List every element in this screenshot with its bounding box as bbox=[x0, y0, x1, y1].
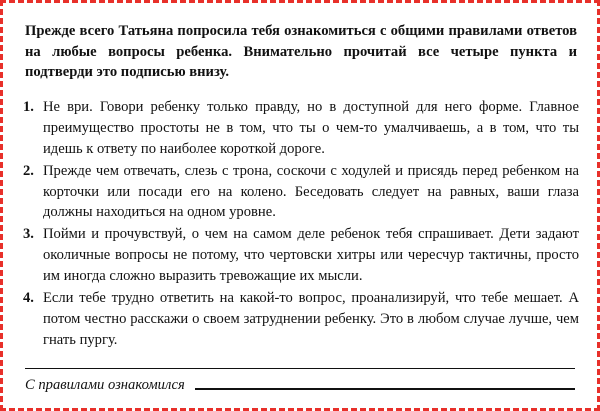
list-item bbox=[21, 97, 579, 160]
list-item-number: 3. bbox=[23, 226, 34, 243]
list-item-text: Пойми и прочувствуй, о чем на самом деле ребенок тебя спрашивает. Дети задают околичные вопросы не потому, что чертовски хитры или чересчур тактичны, просто им иногда сложно выразить тревожащие их мысли. bbox=[43, 226, 579, 285]
rules-list bbox=[21, 97, 579, 350]
signature-area bbox=[21, 368, 579, 394]
list-item-number: 2. bbox=[23, 162, 34, 179]
list-item bbox=[21, 224, 579, 287]
list-item-text: Если тебе трудно ответить на какой-то вопрос, проанализируй, что тебе мешает. А потом честно расскажи о своем затруднении ребенку. Это в любом случае лучше, чем гнать пургу. bbox=[43, 289, 579, 348]
list-item-text: Не ври. Говори ребенку только правду, но в доступной для него форме. Главное преимущество простоты не в том, что ты о чем-то умалчиваешь, а в том, что ты идешь к ответу по наиболее короткой дороге. bbox=[43, 99, 579, 157]
signature-label: С правилами ознакомился bbox=[25, 377, 185, 393]
footer-divider bbox=[25, 368, 575, 369]
intro-paragraph: Прежде всего Татьяна попросила тебя ознакомиться с общими правилами ответов на любые вопросы ребенка. Внимательно прочитай все четыре пункта и подтверди это подписью внизу. bbox=[25, 23, 577, 81]
signature-row bbox=[21, 377, 579, 394]
list-item bbox=[21, 161, 579, 224]
list-item-number: 4. bbox=[23, 289, 34, 306]
list-item-number: 1. bbox=[23, 99, 34, 116]
list-item-text: Прежде чем отвечать, слезь с трона, соскочи с ходулей и присядь перед ребенком на корточки или посади его на колено. Беседовать следует на равных, ваши глаза должны находиться на одном уровне. bbox=[43, 162, 579, 221]
signature-line[interactable] bbox=[195, 388, 575, 390]
list-item bbox=[21, 288, 579, 351]
